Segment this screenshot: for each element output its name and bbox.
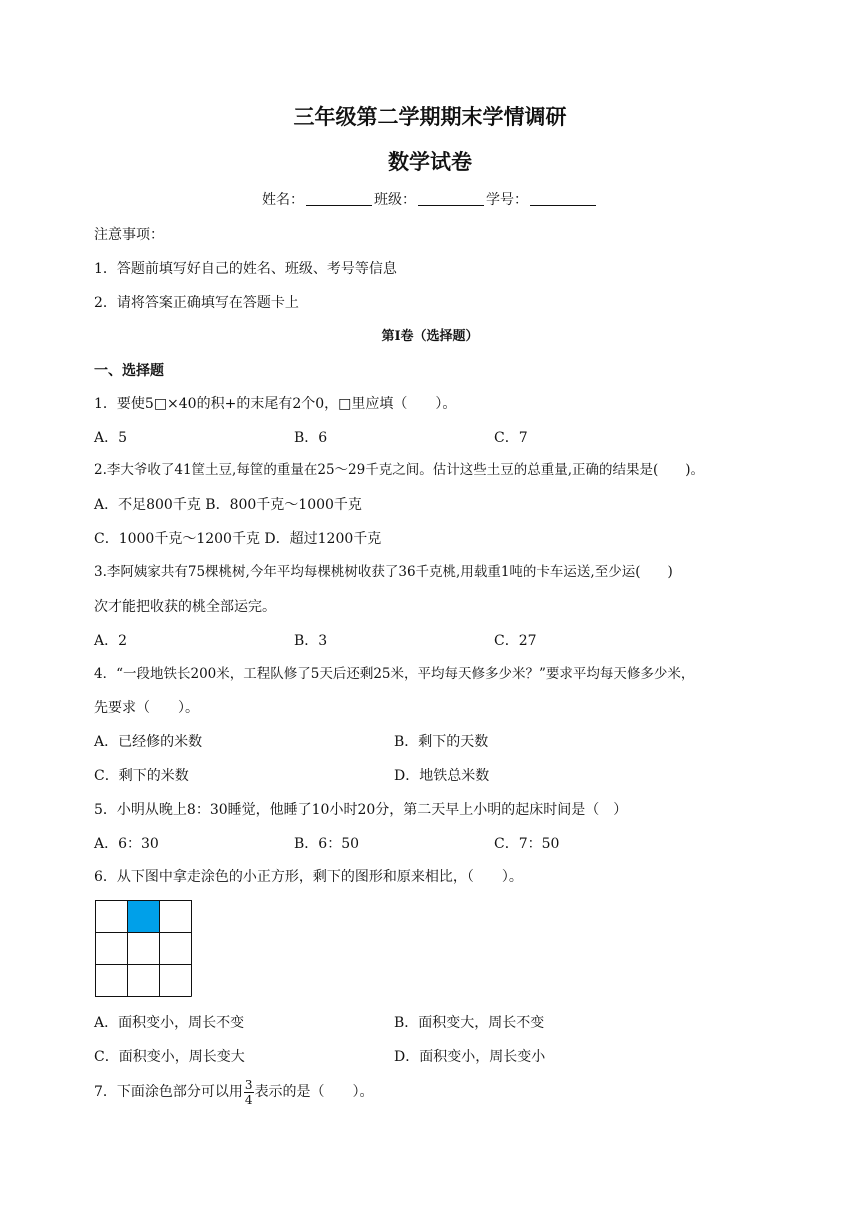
question-3-option-a: A．2 xyxy=(94,633,128,649)
fraction-numerator: 3 xyxy=(244,1077,253,1092)
question-2-stem: 2.李大爷收了41筐土豆,每筐的重量在25～29千克之间。估计这些土豆的总重量,正确的结果是( )。 xyxy=(94,462,705,478)
question-5-option-a: A．6：30 xyxy=(94,836,159,852)
question-7-stem xyxy=(94,1078,374,1106)
question-2-options-line2: C．1000千克～1200千克 D．超过1200千克 xyxy=(94,531,382,547)
student-info-line xyxy=(0,193,860,207)
notice-heading: 注意事项： xyxy=(94,227,164,243)
question-5-stem: 5．小明从晚上8：30睡觉，他睡了10小时20分，第二天早上小明的起床时间是（ ） xyxy=(94,802,628,818)
question-4-option-c: C．剩下的米数 xyxy=(94,768,189,784)
question-1-option-b: B．6 xyxy=(294,430,328,446)
question-7-stem-pre: 7．下面涂色部分可以用 xyxy=(94,1084,243,1100)
question-6-option-c: C．面积变小，周长变大 xyxy=(94,1049,245,1065)
question-2-options-line1: A．不足800千克 B．800千克～1000千克 xyxy=(94,497,362,513)
question-1-option-c: C．7 xyxy=(494,430,528,446)
question-5-option-c: C．7：50 xyxy=(494,836,560,852)
id-label: 学号： xyxy=(486,192,528,208)
question-6-grid-figure xyxy=(95,900,191,996)
question-3-option-b: B．3 xyxy=(294,633,328,649)
question-4-stem: 4．“一段地铁长200米，工程队修了5天后还剩25米，平均每天修多少米？”要求平均每天修多少米， xyxy=(94,666,695,682)
name-label: 姓名： xyxy=(262,192,304,208)
id-blank xyxy=(530,205,596,206)
question-3-stem: 3.李阿姨家共有75棵桃树,今年平均每棵桃树收获了36千克桃,用载重1吨的卡车运送,至少运( ) xyxy=(94,564,673,580)
question-7-fraction xyxy=(244,1079,254,1106)
fraction-denominator: 4 xyxy=(244,1092,253,1107)
notice-item: 1．答题前填写好自己的姓名、班级、考号等信息 xyxy=(94,261,397,277)
question-4-option-d: D．地铁总米数 xyxy=(394,768,490,784)
question-6-option-d: D．面积变小，周长变小 xyxy=(394,1049,546,1065)
question-1-option-a: A．5 xyxy=(94,430,128,446)
question-1-stem: 1．要使5□×40的积+的末尾有2个0，□里应填（ ）。 xyxy=(94,396,457,412)
question-7-stem-post: 表示的是（ ）。 xyxy=(254,1084,374,1100)
question-4-option-a: A．已经修的米数 xyxy=(94,734,203,750)
question-6-stem: 6．从下图中拿走涂色的小正方形，剩下的图形和原来相比，（ ）。 xyxy=(94,869,523,885)
question-5-option-b: B．6：50 xyxy=(294,836,360,852)
grid-lines xyxy=(95,900,192,997)
notice-item: 2．请将答案正确填写在答题卡上 xyxy=(94,295,299,311)
question-6-option-b: B．面积变大，周长不变 xyxy=(394,1015,545,1031)
question-6-option-a: A．面积变小，周长不变 xyxy=(94,1015,245,1031)
name-blank xyxy=(306,205,372,206)
question-3-stem-cont: 次才能把收获的桃全部运完。 xyxy=(94,599,276,615)
question-4-stem-cont: 先要求（ ）。 xyxy=(94,700,199,716)
class-blank xyxy=(418,205,484,206)
exam-subtitle: 数学试卷 xyxy=(388,149,472,174)
exam-title: 三年级第二学期期末学情调研 xyxy=(293,104,567,129)
class-label: 班级： xyxy=(374,192,416,208)
section-heading: 一、选择题 xyxy=(94,363,164,379)
question-3-option-c: C．27 xyxy=(494,633,537,649)
question-4-option-b: B．剩下的天数 xyxy=(394,734,489,750)
part-title: 第I卷（选择题） xyxy=(381,329,479,344)
